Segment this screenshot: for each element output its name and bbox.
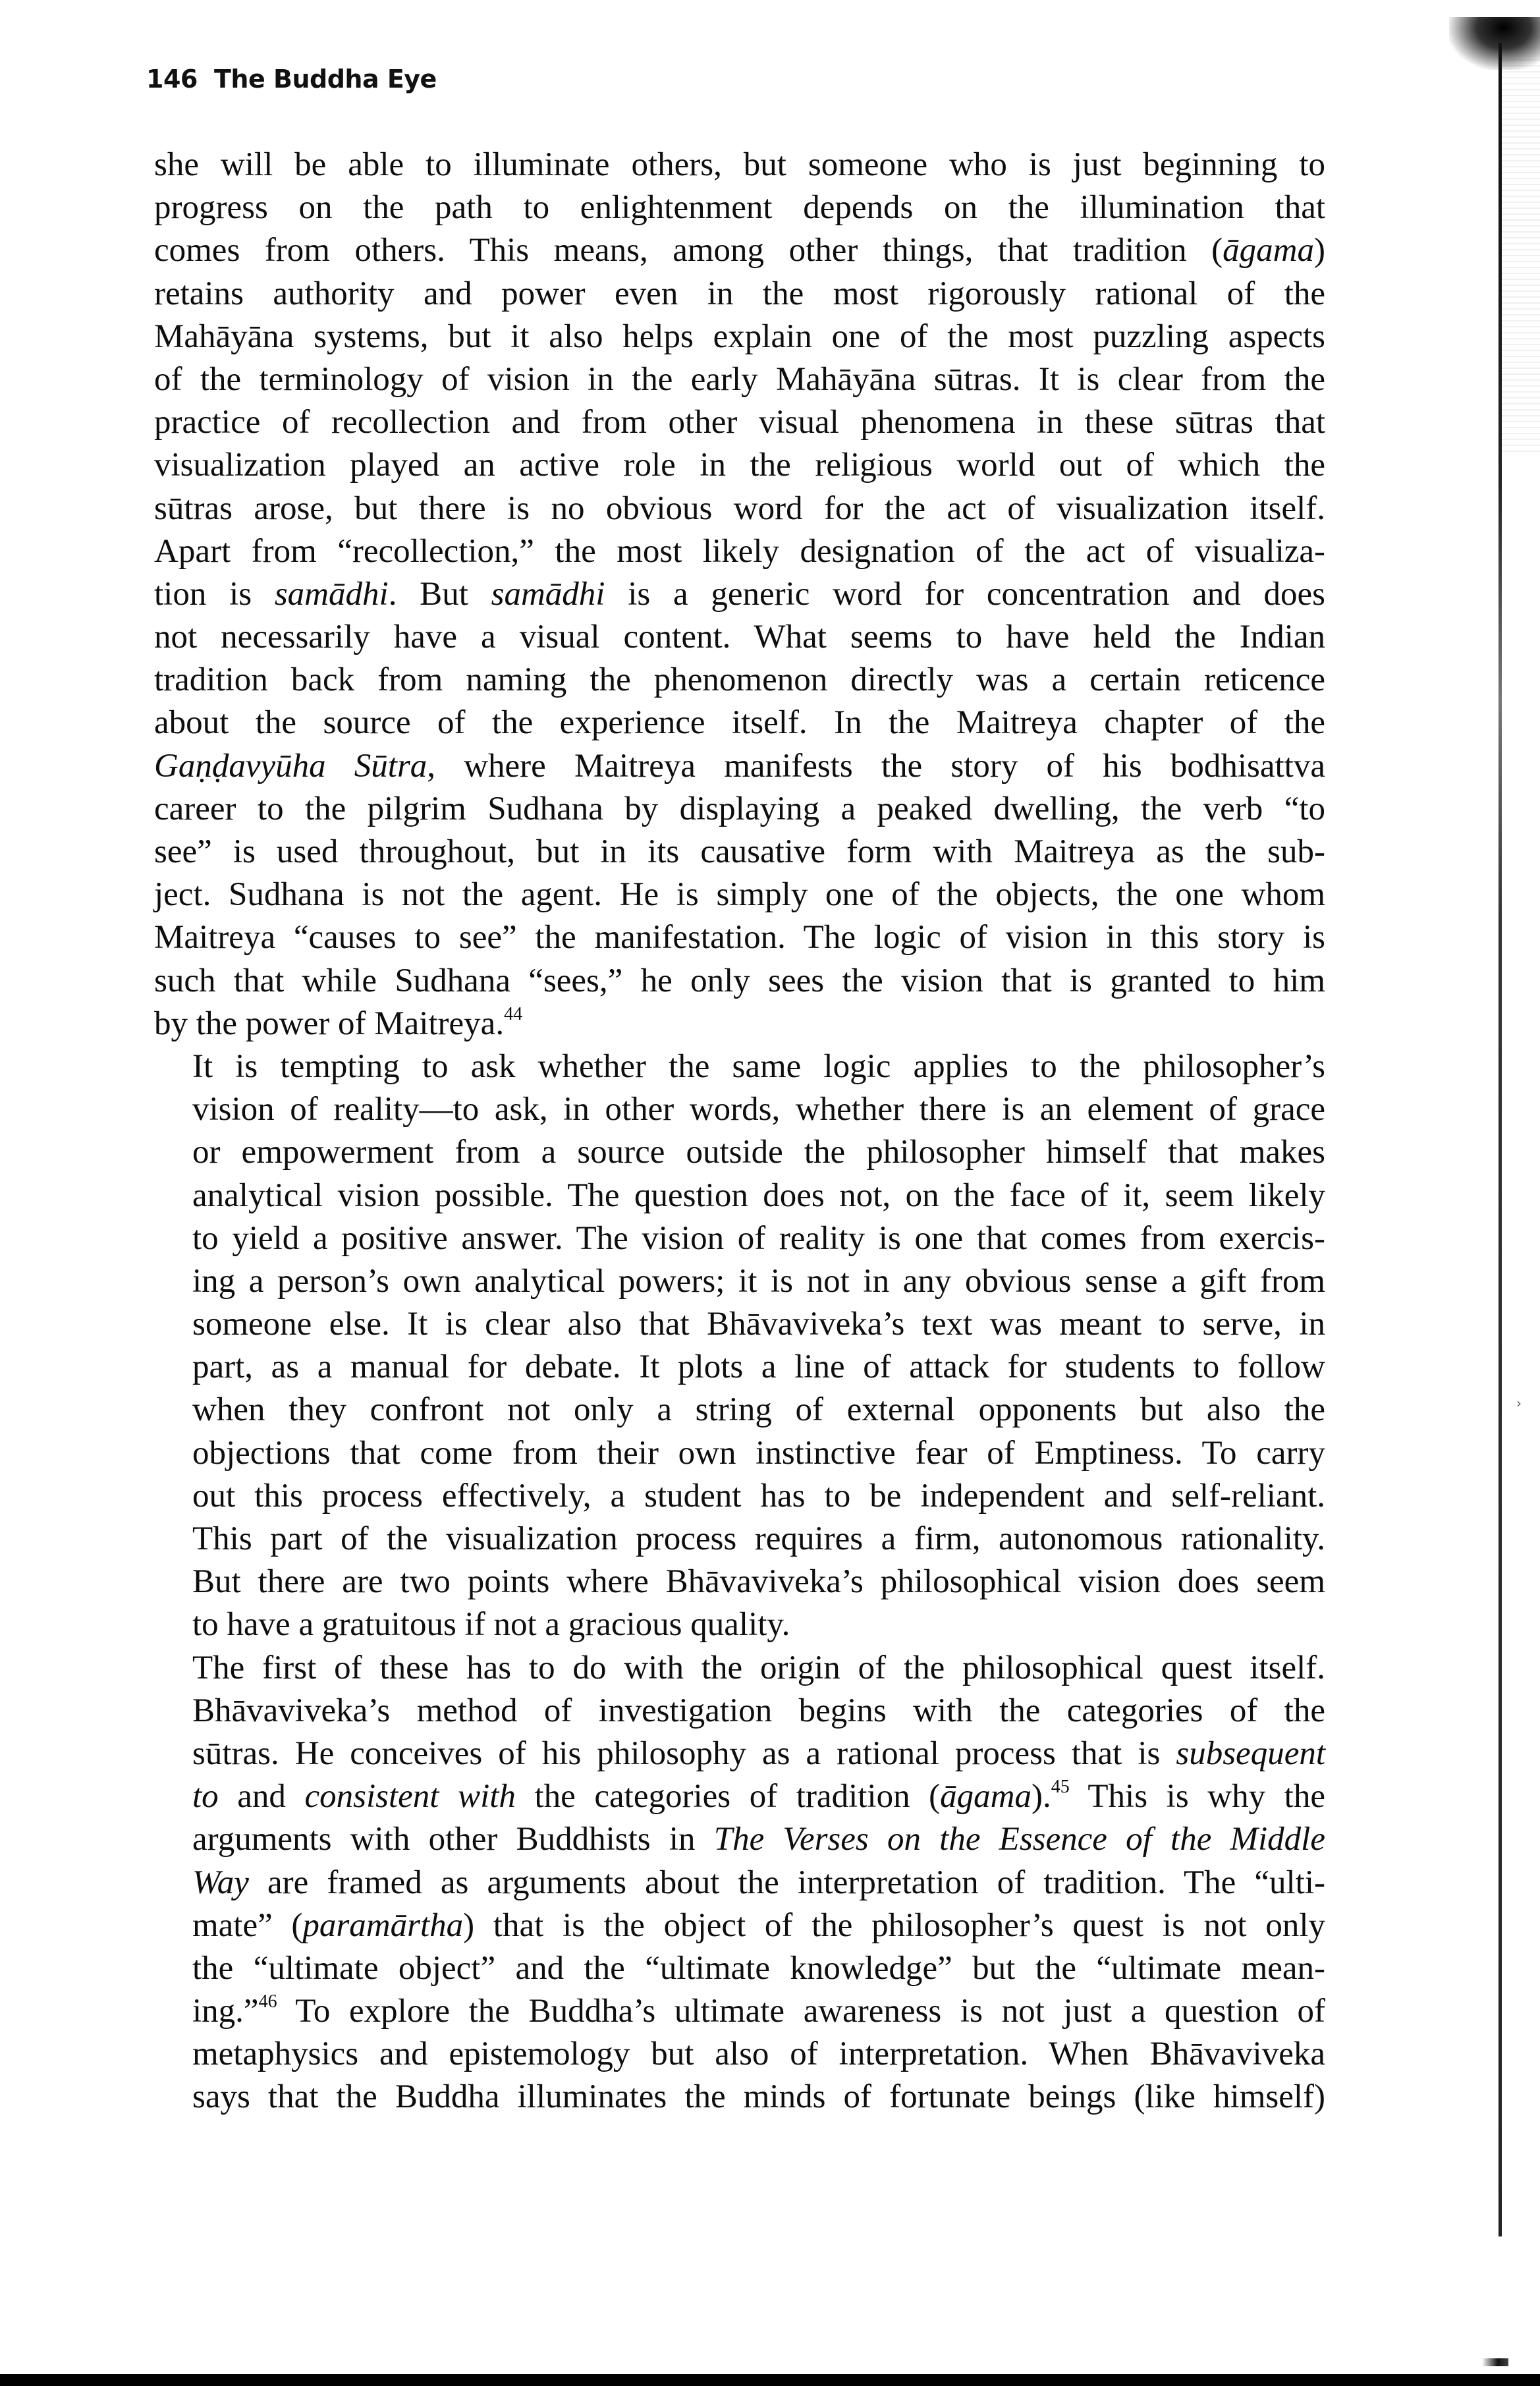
text-line: tion is samādhi. But samādhi is a generic word for concentration and does <box>154 575 1326 613</box>
text-line: retains authority and power even in the most rigorously rational of the <box>154 275 1325 312</box>
text-line: tradition back from naming the phenomenon directly was a certain reticence <box>154 661 1325 699</box>
running-head-title: The Buddha Eye <box>214 65 437 94</box>
text-line: when they confront not only a string of external opponents but also the <box>192 1391 1325 1429</box>
body-text <box>154 144 1325 2119</box>
text-line: out this process effectively, a student has to be independent and self-reliant. <box>192 1477 1325 1514</box>
text-line: ing.”$^{46}$ To explore the Buddha’s ultimate awareness is not just a question of <box>192 1991 1325 2030</box>
text-line: Way are framed as arguments about the interpretation of tradition. The “ulti- <box>192 1864 1325 1901</box>
text-line: she will be able to illuminate others, but someone who is just beginning to <box>154 146 1325 183</box>
text-line: The first of these has to do with the origin of the philosophical quest itself. <box>192 1649 1325 1686</box>
text-line: career to the pilgrim Sudhana by displaying a peaked dwelling, the verb “to <box>154 790 1325 827</box>
text-line: It is tempting to ask whether the same logic applies to the philosopher’s <box>192 1047 1325 1085</box>
paragraph-2 <box>154 1045 1325 1647</box>
text-line: the “ultimate object” and the “ultimate knowledge” but the “ultimate mean- <box>192 1949 1325 1987</box>
page-number: 146 <box>146 65 198 94</box>
text-line: Bhāvaviveka’s method of investigation begins with the categories of the <box>192 1692 1325 1729</box>
text-line: objections that come from their own instinctive fear of Emptiness. To carry <box>192 1434 1325 1472</box>
text-line: sūtras. He conceives of his philosophy as a rational process that is subsequent <box>192 1734 1325 1772</box>
text-line: Gaṇḍavyūha Sūtra, where Maitreya manifests the story of his bodhisattva <box>154 747 1325 785</box>
text-line: comes from others. This means, among other things, that tradition (āgama) <box>154 232 1325 269</box>
running-head <box>146 65 437 94</box>
text-line: mate” (paramārtha) that is the object of the philosopher’s quest is not only <box>192 1906 1326 1944</box>
text-line: practice of recollection and from other visual phenomena in these sūtras that <box>154 404 1325 441</box>
text-line: analytical vision possible. The question does not, on the face of it, seem likely <box>192 1177 1325 1214</box>
text-line: Maitreya “causes to see” the manifestation. The logic of vision in this story is <box>154 919 1325 957</box>
text-line: metaphysics and epistemology but also of interpretation. When Bhāvaviveka <box>192 2036 1325 2073</box>
scan-gutter-noise <box>1502 59 1540 455</box>
text-line: see” is used throughout, but in its causative form with Maitreya as the sub- <box>154 833 1325 870</box>
text-line: or empowerment from a source outside the philosopher himself that makes <box>192 1134 1325 1171</box>
text-line: says that the Buddha illuminates the minds of fortunate beings (like himself) <box>192 2078 1325 2116</box>
paragraph-1 <box>154 144 1325 1045</box>
page-gutter-edge <box>1499 43 1502 2236</box>
scan-gutter-foot <box>1482 2358 1508 2366</box>
text-line: ject. Sudhana is not the agent. He is simply one of the objects, the one whom <box>154 876 1325 914</box>
text-line: part, as a manual for debate. It plots a line of attack for students to follow <box>192 1348 1325 1386</box>
text-line: arguments with other Buddhists in The Verses on the Essence of the Middle <box>192 1821 1325 1858</box>
paragraph-3 <box>154 1647 1325 2119</box>
text-line: ing a person’s own analytical powers; it is not in any obvious sense a gift from <box>192 1262 1325 1300</box>
text-line: to have a gratuitous if not a gracious quality. <box>192 1606 790 1644</box>
text-line: Mahāyāna systems, but it also helps explain one of the most puzzling aspects <box>154 318 1325 355</box>
text-line: Apart from “recollection,” the most likely designation of the act of visualiza- <box>154 532 1325 570</box>
text-line: such that while Sudhana “sees,” he only sees the vision that is granted to him <box>154 962 1325 999</box>
text-line: vision of reality—to ask, in other words, whether there is an element of grace <box>192 1091 1325 1128</box>
text-line: sūtras arose, but there is no obvious word for the act of visualization itself. <box>154 489 1325 527</box>
text-line: But there are two points where Bhāvaviveka’s philosophical vision does seem <box>192 1563 1325 1601</box>
text-line: progress on the path to enlightenment depends on the illumination that <box>154 189 1325 227</box>
margin-mark: › <box>1516 1395 1522 1411</box>
text-line: someone else. It is clear also that Bhāvaviveka’s text was meant to serve, in <box>192 1306 1325 1343</box>
text-line: of the terminology of vision in the early Mahāyāna sūtras. It is clear from the <box>154 360 1325 398</box>
text-line: not necessarily have a visual content. What seems to have held the Indian <box>154 619 1325 656</box>
text-line: to yield a positive answer. The vision of reality is one that comes from exercis- <box>192 1219 1325 1257</box>
text-line: by the power of Maitreya.$^{44}$ <box>154 1003 523 1042</box>
scan-bottom-edge <box>0 2374 1540 2386</box>
text-line: about the source of the experience itself. In the Maitreya chapter of the <box>154 704 1325 742</box>
text-line: This part of the visualization process requires a firm, autonomous rationality. <box>192 1520 1325 1557</box>
text-line: visualization played an active role in the religious world out of which the <box>154 447 1325 484</box>
text-line: to and consistent with the categories of tradition (āgama).$^{45}$ This is why the <box>192 1777 1325 1816</box>
